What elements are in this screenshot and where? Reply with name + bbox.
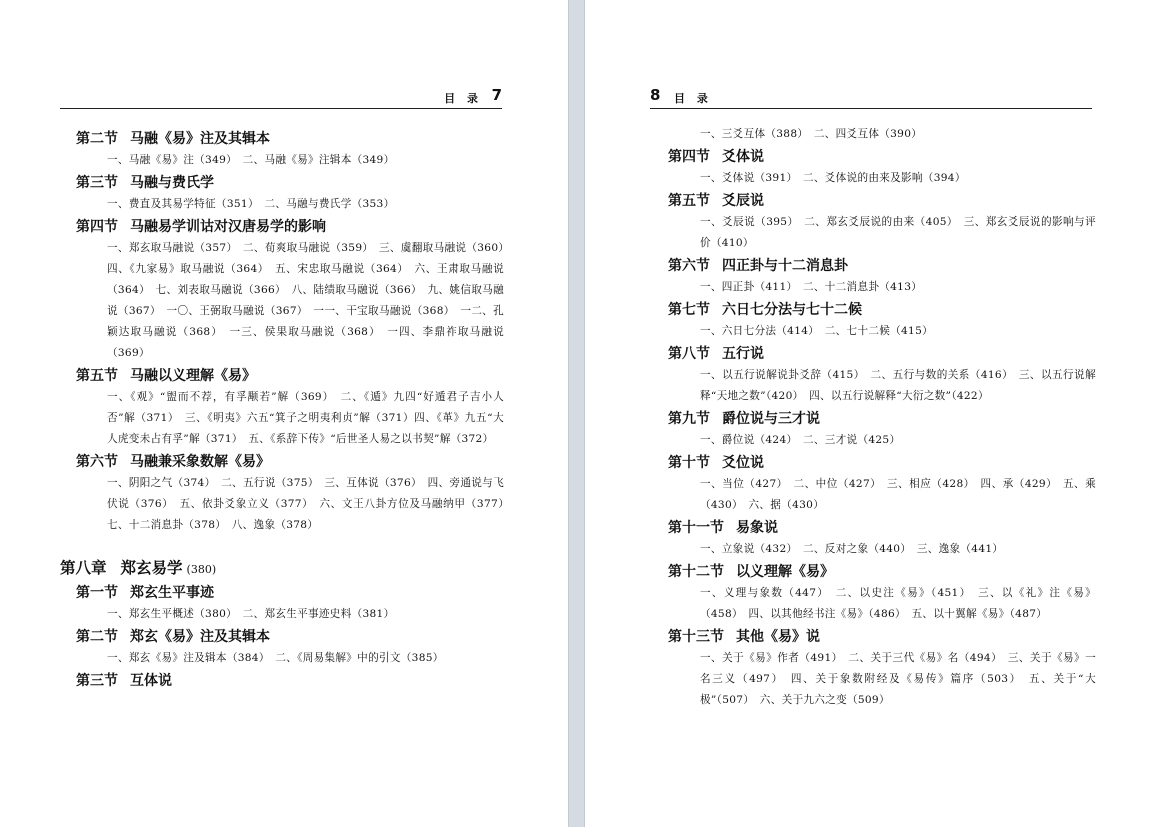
toc-entries: 一、爻辰说（395） 二、郑玄爻辰说的由来（405） 三、郑玄爻辰说的影响与评价（410） [700,216,1096,249]
toc-entries: 一、马融《易》注（349） 二、马融《易》注辑本（349） [107,154,395,166]
toc-entries: 一、郑玄取马融说（357） 二、荀爽取马融说（359） 三、虞翻取马融说（360） 四、《九家易》取马融说（364） 五、宋忠取马融说（364） 六、王肃取马融说（364） 七、刘表取马融说（366） 八、陆绩取马融说（366） 九、姚信取马融说（367） 一〇、王弼取马融说（367） 一一、干宝取马融说（368） 一二、孔颖达取马融说（368） 一三、侯果取马融说（368） 一四、李鼎祚取马融说（369） [107,242,515,359]
section-heading [60,582,504,604]
page-header [60,86,502,109]
running-head-title: 目 录 [444,92,482,105]
book-page-left [0,0,568,827]
section-title: 爻辰说 [722,193,764,209]
toc-content [668,124,1096,711]
section-title: 以义理解《易》 [736,564,834,580]
toc-entries: 一、关于《易》作者（491） 二、关于三代《易》名（494） 三、关于《易》一名三义（497） 四、关于象数附经及《易传》篇序（503） 五、关于“大极”（507） 六、关于九六之变（509） [700,652,1096,706]
section-label: 第十节 [668,455,710,471]
section-label: 第四节 [668,149,710,165]
toc-entries: 一、六日七分法（414） 二、七十二候（415） [700,325,934,337]
section-heading [668,146,1096,168]
toc-entries: 一、《观》“盥而不荐，有孚颙若”解（369） 二、《遁》九四“好遁君子吉小人否”解（371） 三、《明夷》六五“箕子之明夷利贞”解（371）四、《革》九五“大人虎变未占有孚”解（371） 五、《系辞下传》“后世圣人易之以书契”解（372） [107,391,504,445]
section-heading [60,365,504,387]
section-heading [668,408,1096,430]
section-heading [668,517,1096,539]
section-heading [668,626,1096,648]
section-title: 易象说 [736,520,778,536]
toc-entries: 一、立象说（432） 二、反对之象（440） 三、逸象（441） [700,543,1004,555]
section-label: 第十三节 [668,629,724,645]
toc-entries: 一、以五行说解说卦爻辞（415） 二、五行与数的关系（416） 三、以五行说解释“天地之数”（420） 四、以五行说解释“大衍之数”（422） [700,369,1096,402]
section-heading [668,190,1096,212]
section-label: 第十一节 [668,520,724,536]
section-heading [60,172,504,194]
section-label: 第十二节 [668,564,724,580]
section-heading [60,670,504,692]
page-gutter [568,0,585,827]
section-label: 第二节 [76,131,118,147]
section-label: 第五节 [76,368,118,384]
section-label: 第五节 [668,193,710,209]
section-title: 马融易学训诂对汉唐易学的影响 [130,219,326,235]
chapter-title: 郑玄易学 [120,558,183,577]
toc-entries: 一、义理与象数（447） 二、以史注《易》（451） 三、以《礼》注《易》（458） 四、以其他经书注《易》（486） 五、以十翼解《易》（487） [700,587,1096,620]
toc-content [60,127,515,692]
page-number: 8 [650,86,661,104]
section-title: 马融以义理解《易》 [130,368,256,384]
section-label: 第七节 [668,302,710,318]
section-title: 六日七分法与七十二候 [722,302,862,318]
toc-entries: 一、爻体说（391） 二、爻体说的由来及影响（394） [700,172,966,184]
section-heading [668,299,1096,321]
section-heading [60,216,504,238]
section-label: 第八节 [668,346,710,362]
section-title: 爵位说与三才说 [722,411,820,427]
chapter-label: 第八章 [60,558,107,577]
page-number: 7 [491,86,502,104]
section-title: 马融与费氏学 [130,175,214,191]
section-title: 郑玄《易》注及其辑本 [130,629,270,645]
section-heading [668,255,1096,277]
section-heading [668,452,1096,474]
book-page-right [585,0,1152,827]
section-label: 第四节 [76,219,118,235]
chapter-heading [60,557,504,581]
toc-entries: 一、当位（427） 二、中位（427） 三、相应（428） 四、承（429） 五、乘（430） 六、据（430） [700,478,1096,511]
toc-entries: 一、费直及其易学特征（351） 二、马融与费氏学（353） [107,198,395,210]
toc-entries: 一、阴阳之气（374） 二、五行说（375） 三、互体说（376） 四、旁通说与飞伏说（376） 五、依卦爻象立义（377） 六、文王八卦方位及马融纳甲（377） 七、十二消息卦（378） 八、逸象（378） [107,477,515,531]
section-label: 第二节 [76,629,118,645]
section-title: 四正卦与十二消息卦 [722,258,848,274]
section-label: 第六节 [76,454,118,470]
section-label: 第六节 [668,258,710,274]
section-heading [60,128,504,150]
chapter-page-number: (380) [186,563,217,576]
toc-entries: 一、郑玄《易》注及辑本（384） 二、《周易集解》中的引文（385） [107,652,444,664]
section-label: 第九节 [668,411,710,427]
section-heading [60,626,504,648]
toc-entries: 一、爵位说（424） 二、三才说（425） [700,434,901,446]
toc-entries: 一、郑玄生平概述（380） 二、郑玄生平事迹史料（381） [107,608,395,620]
section-title: 爻位说 [722,455,764,471]
running-head-title: 目 录 [674,92,712,105]
section-title: 郑玄生平事迹 [130,585,214,601]
section-title: 互体说 [130,673,172,689]
toc-entries: 一、四正卦（411） 二、十二消息卦（413） [700,281,923,293]
section-label: 第三节 [76,175,118,191]
page-header [650,86,1092,109]
toc-entries: 一、三爻互体（388） 二、四爻互体（390） [700,128,923,140]
section-heading [668,343,1096,365]
section-title: 其他《易》说 [736,629,820,645]
section-title: 五行说 [722,346,764,362]
section-label: 第一节 [76,585,118,601]
section-title: 马融兼采象数解《易》 [130,454,270,470]
section-heading [60,451,504,473]
section-title: 马融《易》注及其辑本 [130,131,270,147]
section-title: 爻体说 [722,149,764,165]
section-label: 第三节 [76,673,118,689]
section-heading [668,561,1096,583]
